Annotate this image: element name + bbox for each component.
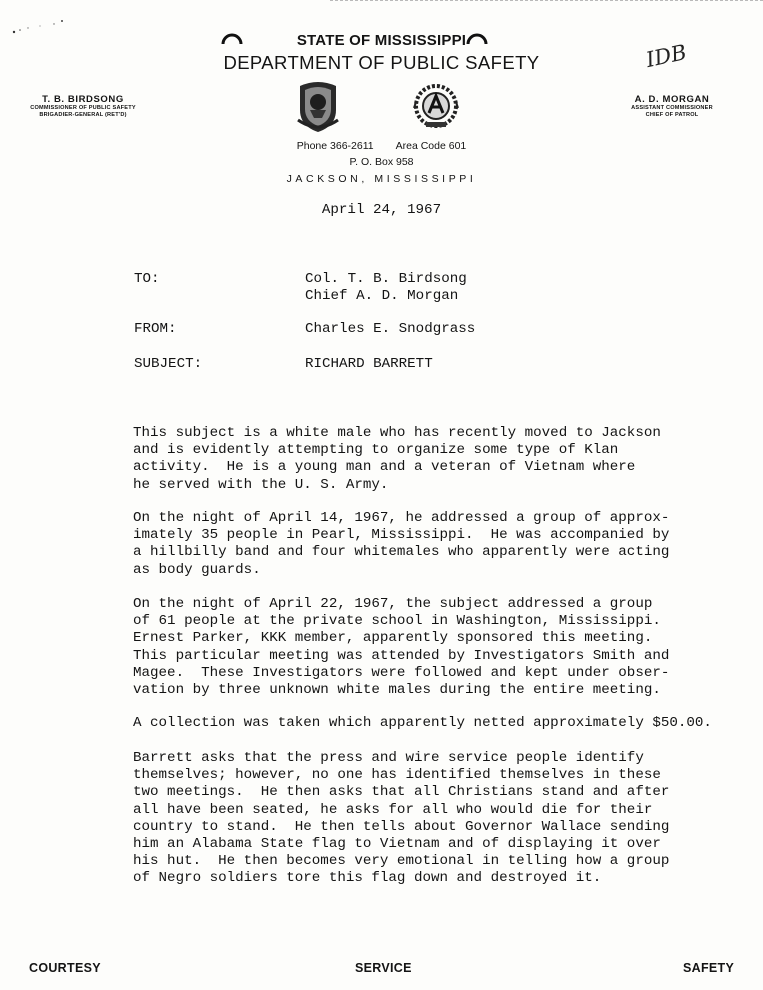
assistant-commissioner-name: A. D. MORGAN bbox=[634, 94, 710, 105]
body-paragraph-5: Barrett asks that the press and wire service people identify themselves; however, no one has identified themselves in these two meetings. He then asks that all Christians stand and after all have been seated, he asks for all who would die for their country to stand. He then tells about Governor Wallace sending him an Alabama State flag to Vietnam and of displaying it over his hut. He then becomes very emotional in telling how a group of Negro soldiers tore this flag down and destroyed it. bbox=[133, 750, 670, 887]
body-paragraph-3: On the night of April 22, 1967, the subject addressed a group of 61 people at the private school in Washington, Mississippi. Ernest Parker, KKK member, apparently sponsored this meeting. This particular meeting was attended by Investigators Smith and Magee. These Investigators were followed and kept under obser- vation by three unknown white males during the entire meeting. bbox=[133, 596, 670, 699]
handwritten-initials: IDB bbox=[643, 40, 689, 72]
commissioner-title: COMMISSIONER OF PUBLIC SAFETY bbox=[30, 105, 136, 112]
city-state: JACKSON, MISSISSIPPI bbox=[286, 173, 477, 185]
from-sender: Charles E. Snodgrass bbox=[305, 321, 476, 337]
letterhead-state: STATE OF MISSISSIPPI bbox=[296, 32, 467, 49]
area-code: Area Code 601 bbox=[395, 140, 467, 152]
to-recipient-1: Col. T. B. Birdsong bbox=[305, 271, 467, 287]
po-box: P. O. Box 958 bbox=[349, 156, 414, 168]
letterhead-department: DEPARTMENT OF PUBLIC SAFETY bbox=[223, 52, 540, 73]
to-label: TO: bbox=[134, 271, 160, 287]
chief-of-patrol-title: CHIEF OF PATROL bbox=[645, 112, 699, 119]
footer-service: SERVICE bbox=[355, 961, 412, 975]
subject-label: SUBJECT: bbox=[134, 356, 203, 372]
state-seal-icon bbox=[296, 80, 340, 134]
subject-value: RICHARD BARRETT bbox=[305, 356, 433, 372]
scan-edge-line bbox=[330, 0, 763, 1]
assistant-commissioner-title: ASSISTANT COMMISSIONER bbox=[631, 105, 713, 112]
memo-date: April 24, 1967 bbox=[321, 202, 442, 218]
commissioner-name: T. B. BIRDSONG bbox=[42, 94, 124, 105]
letterhead-left-block bbox=[18, 94, 148, 119]
body-paragraph-2: On the night of April 14, 1967, he addressed a group of approx- imately 35 people in Pearl, Mississippi. He was accompanied by a hillbilly band and four whitemales who apparently were acting as body guards. bbox=[133, 510, 670, 578]
phone-number: Phone 366-2611 bbox=[296, 140, 374, 152]
footer-safety: SAFETY bbox=[683, 961, 735, 975]
highway-patrol-badge-icon bbox=[412, 82, 460, 134]
body-paragraph-4: A collection was taken which apparently netted approximately $50.00. bbox=[133, 715, 712, 731]
letterhead-right-block bbox=[606, 94, 738, 119]
commissioner-rank: BRIGADIER-GENERAL (RET'D) bbox=[39, 112, 127, 119]
body-paragraph-1: This subject is a white male who has recently moved to Jackson and is evidently attempting to organize some type of Klan activity. He is a young man and a veteran of Vietnam where he served with the U. S. Army. bbox=[133, 425, 661, 493]
contact-phone-line bbox=[0, 138, 763, 154]
from-label: FROM: bbox=[134, 321, 177, 337]
footer-courtesy: COURTESY bbox=[29, 961, 101, 975]
to-recipient-2: Chief A. D. Morgan bbox=[305, 288, 459, 304]
